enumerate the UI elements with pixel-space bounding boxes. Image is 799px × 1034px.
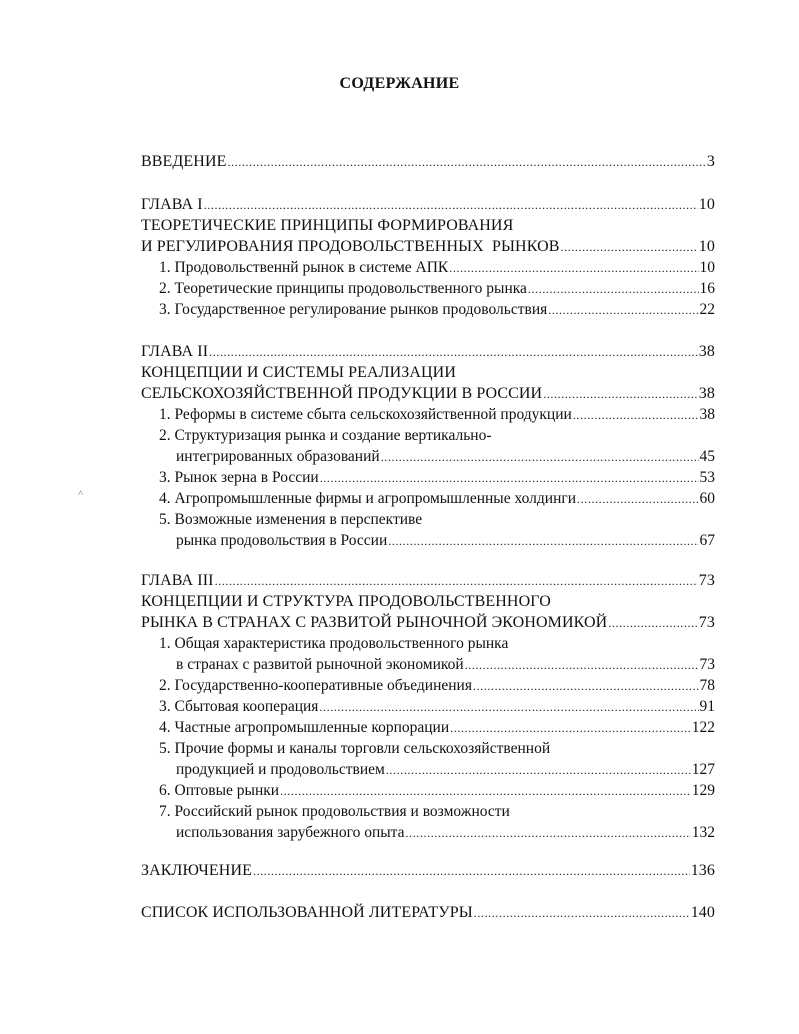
- dot-leader: [449, 260, 698, 278]
- toc-entry-chapter-1[interactable]: [141, 195, 715, 215]
- toc-entry-chapter-1-title[interactable]: [141, 237, 715, 257]
- toc-page-number: 132: [691, 824, 715, 841]
- toc-entry-1-1[interactable]: [159, 258, 715, 278]
- dot-leader: [253, 863, 690, 881]
- toc-page-number: 10: [698, 196, 715, 213]
- toc-label: 2. Государственно-кооперативные объединения: [159, 677, 472, 694]
- toc-entry-3-6[interactable]: [159, 781, 715, 801]
- toc-label: 6. Оптовые рынки: [159, 782, 280, 799]
- dot-leader: [228, 154, 706, 172]
- toc-entry-chapter-2[interactable]: [141, 342, 715, 362]
- toc-entry-chapter-3[interactable]: [141, 571, 715, 591]
- toc-page-number: 10: [698, 238, 715, 255]
- toc-entry-2-5-line-1: 5. Возможные изменения в перспективе: [159, 511, 423, 528]
- toc-label: 4. Частные агропромышленные корпорации: [159, 719, 450, 736]
- toc-page-number: 60: [699, 490, 715, 507]
- toc-entry-3-1-line-1: 1. Общая характеристика продовольственного рынка: [159, 635, 509, 652]
- toc-label: 3. Сбытовая кооперация: [159, 698, 319, 715]
- toc-page-number: 53: [699, 469, 715, 486]
- toc-label: ГЛАВА III: [141, 572, 214, 589]
- toc-entry-chapter-3-title[interactable]: [141, 613, 715, 633]
- toc-page-number: 122: [691, 719, 715, 736]
- toc-entry-3-5[interactable]: [176, 760, 715, 780]
- toc-page-number: 10: [699, 259, 715, 276]
- toc-entry-2-2-line-1: 2. Структуризация рынка и создание вертикально-: [159, 427, 492, 444]
- toc-entry-2-1[interactable]: [159, 405, 715, 425]
- toc-entry-3-4[interactable]: [159, 718, 715, 738]
- toc-page-number: 38: [698, 385, 715, 402]
- toc-entry-3-7-line-1: 7. Российский рынок продовольствия и возможности: [159, 803, 510, 820]
- chapter-1-title-line-1: ТЕОРЕТИЧЕСКИЕ ПРИНЦИПЫ ФОРМИРОВАНИЯ: [141, 217, 514, 234]
- stray-scan-mark: ˄: [78, 488, 84, 498]
- dot-leader: [215, 573, 698, 591]
- toc-label: 4. Агропромышленные фирмы и агропромышленные холдинги: [159, 490, 577, 507]
- toc-label: 3. Государственное регулирование рынков продовольствия: [159, 301, 548, 318]
- toc-page-number: 129: [691, 782, 715, 799]
- dot-leader: [573, 407, 699, 425]
- toc-label: ВВЕДЕНИЕ: [141, 153, 227, 170]
- toc-label: 3. Рынок зерна в России: [159, 469, 319, 486]
- dot-leader: [319, 699, 698, 717]
- dot-leader: [543, 386, 698, 404]
- toc-entry-1-3[interactable]: [159, 300, 715, 320]
- dot-leader: [209, 344, 698, 362]
- toc-label: в странах с развитой рыночной экономикой: [176, 656, 464, 673]
- dot-leader: [280, 783, 691, 801]
- chapter-3-title-line-1: КОНЦЕПЦИИ И СТРУКТУРА ПРОДОВОЛЬСТВЕННОГО: [141, 593, 551, 610]
- toc-page-number: 16: [699, 280, 715, 297]
- toc-page-number: 73: [699, 656, 715, 673]
- dot-leader: [381, 449, 699, 467]
- toc-label: СПИСОК ИСПОЛЬЗОВАННОЙ ЛИТЕРАТУРЫ: [141, 904, 473, 921]
- toc-page-number: 73: [698, 572, 715, 589]
- toc-label: 2. Теоретические принципы продовольственного рынка: [159, 280, 527, 297]
- toc-page-number: 140: [690, 904, 715, 921]
- toc-page-number: 136: [690, 862, 715, 879]
- toc-entry-3-7[interactable]: [176, 823, 715, 843]
- toc-label: РЫНКА В СТРАНАХ С РАЗВИТОЙ РЫНОЧНОЙ ЭКОНОМИКОЙ: [141, 614, 608, 631]
- dot-leader: [473, 678, 699, 696]
- dot-leader: [577, 491, 698, 509]
- toc-page-number: 67: [699, 532, 715, 549]
- dot-leader: [386, 762, 691, 780]
- dot-leader: [450, 720, 691, 738]
- page-title: СОДЕРЖАНИЕ: [339, 75, 460, 92]
- toc-label: 1. Продовольственнй рынок в системе АПК: [159, 259, 449, 276]
- dot-leader: [388, 533, 698, 551]
- toc-page-number: 38: [698, 343, 715, 360]
- toc-label: рынка продовольствия в России: [176, 532, 388, 549]
- toc-label: продукцией и продовольствием: [176, 761, 385, 778]
- dot-leader: [548, 302, 698, 320]
- toc-label: ЗАКЛЮЧЕНИЕ: [141, 862, 252, 879]
- toc-label: ГЛАВА II: [141, 343, 209, 360]
- toc-label: И РЕГУЛИРОВАНИЯ ПРОДОВОЛЬСТВЕННЫХ РЫНКОВ: [141, 238, 560, 255]
- toc-entry-intro[interactable]: [141, 152, 715, 172]
- dot-leader: [320, 470, 699, 488]
- toc-page-number: 73: [698, 614, 715, 631]
- dot-leader: [608, 615, 697, 633]
- toc-entry-3-1[interactable]: [176, 655, 715, 675]
- toc-entry-2-5[interactable]: [176, 531, 715, 551]
- toc-entry-2-3[interactable]: [159, 468, 715, 488]
- toc-entry-2-2[interactable]: [176, 447, 715, 467]
- toc-page-number: 91: [699, 698, 715, 715]
- toc-entry-3-5-line-1: 5. Прочие формы и каналы торговли сельскохозяйственной: [159, 740, 551, 757]
- toc-label: 1. Реформы в системе сбыта сельскохозяйственной продукции: [159, 406, 572, 423]
- dot-leader: [204, 197, 698, 215]
- toc-entry-1-2[interactable]: [159, 279, 715, 299]
- toc-label: ГЛАВА I: [141, 196, 203, 213]
- toc-page-number: 3: [706, 153, 715, 170]
- dot-leader: [406, 825, 691, 843]
- toc-entry-3-3[interactable]: [159, 697, 715, 717]
- toc-entry-3-2[interactable]: [159, 676, 715, 696]
- toc-entry-references[interactable]: [141, 903, 715, 923]
- toc-label: СЕЛЬСКОХОЗЯЙСТВЕННОЙ ПРОДУКЦИИ В РОССИИ: [141, 385, 543, 402]
- toc-page-number: 78: [699, 677, 715, 694]
- toc-entry-chapter-2-title[interactable]: [141, 384, 715, 404]
- toc-page-number: 127: [691, 761, 715, 778]
- toc-entry-2-4[interactable]: [159, 489, 715, 509]
- dot-leader: [528, 281, 699, 299]
- dot-leader: [465, 657, 699, 675]
- toc-label: использования зарубежного опыта: [176, 824, 405, 841]
- chapter-2-title-line-1: КОНЦЕПЦИИ И СИСТЕМЫ РЕАЛИЗАЦИИ: [141, 364, 456, 381]
- toc-page-number: 45: [699, 448, 715, 465]
- toc-page-number: 38: [699, 406, 715, 423]
- toc-label: интегрированных образований: [176, 448, 380, 465]
- dot-leader: [474, 905, 690, 923]
- toc-page-number: 22: [699, 301, 715, 318]
- toc-entry-conclusion[interactable]: [141, 861, 715, 881]
- dot-leader: [561, 239, 698, 257]
